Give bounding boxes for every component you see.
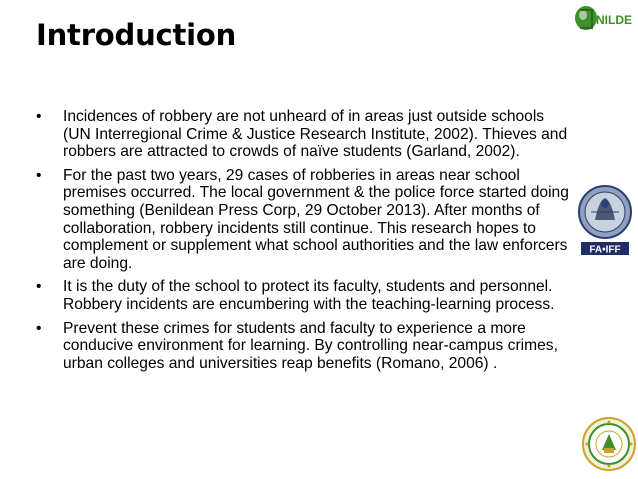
university-seal-icon — [582, 414, 636, 474]
bullet-dot: • — [36, 108, 42, 125]
fa-iff-seal-icon — [577, 182, 633, 256]
bullet-item — [36, 108, 576, 161]
slide-title: Introduction — [36, 18, 237, 52]
bullet-text: Incidences of robbery are not unheard of in areas just outside schools (UN Interregional Crime & Justice Research Institute, 2002). Thieves and robbers are attracted to crowds of naïve students (Garland, 2002). — [63, 108, 568, 161]
university-seal — [582, 414, 636, 474]
fa-iff-seal — [577, 182, 633, 256]
bullet-dot: • — [36, 166, 42, 184]
benilde-logo-icon — [572, 2, 636, 38]
bullet-item — [36, 167, 576, 273]
bullet-text: For the past two years, 29 cases of robberies in areas near school premises occurred. The local government & the police force started doing something (Benildean Press Corp, 29 October 2013). After months of collaboration, robbery incidents still continue. This research hopes to complement or supplement what school authorities and the law enforcers are doing. — [63, 166, 569, 272]
school-logo — [572, 2, 636, 38]
bullet-item — [36, 278, 576, 313]
seal-text: FA•IFF — [589, 244, 621, 256]
bullet-dot: • — [36, 278, 42, 296]
bullet-item — [36, 320, 576, 373]
bullet-text: It is the duty of the school to protect its faculty, students and personnel. Robbery incidents are encumbering with the teaching-learning process. — [63, 278, 555, 313]
logo-text: NILDE — [596, 13, 632, 27]
bullet-list — [36, 108, 576, 378]
bullet-text: Prevent these crimes for students and faculty to experience a more conducive environment for learning. By controlling near-campus crimes, urban colleges and universities reap benefits (Romano, 2006) . — [63, 319, 558, 372]
bullet-dot: • — [36, 319, 42, 337]
